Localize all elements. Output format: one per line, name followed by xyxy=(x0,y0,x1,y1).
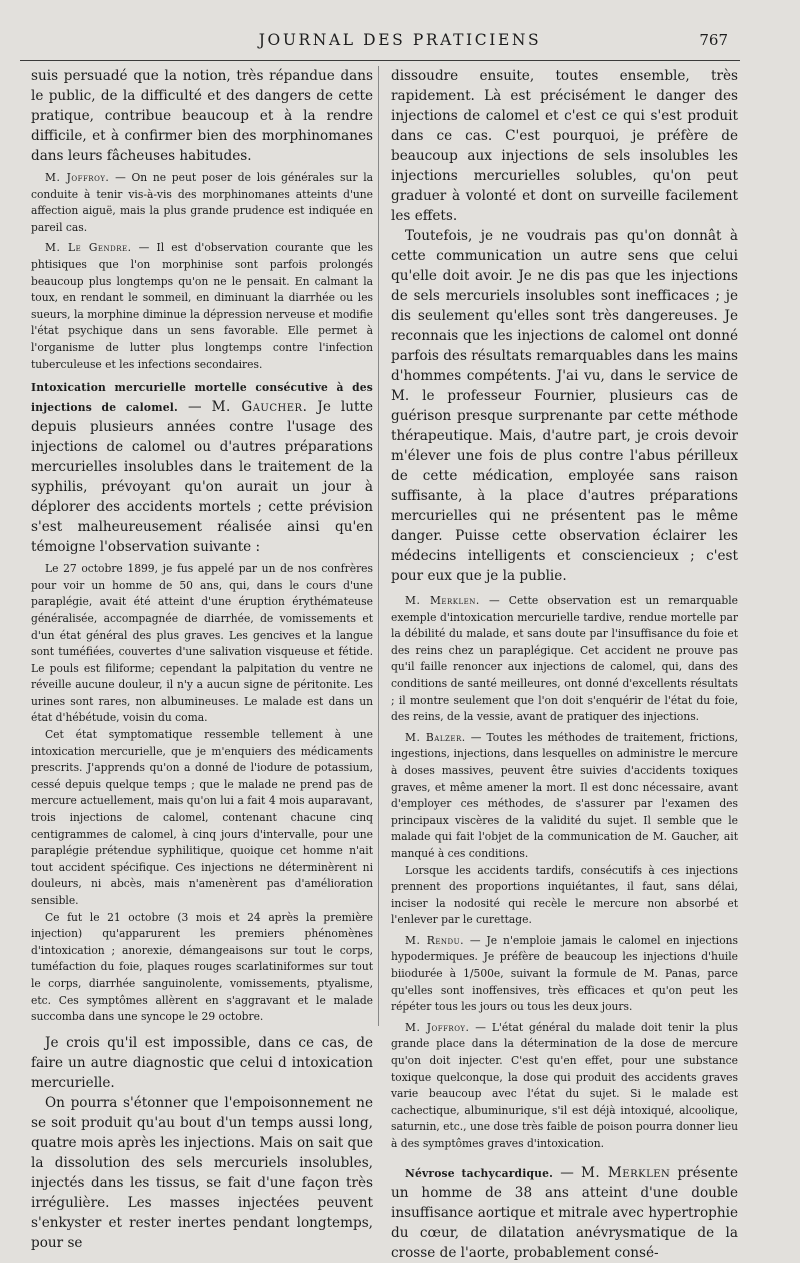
paragraph-late-accidents: Lorsque les accidents tardifs, consécutifs à ces injections prennent des proportions inquiétantes, il faut, sans délai, inciser la nodosité qui recèle le mercure non absorbé et l'enlever par le curettage. xyxy=(391,863,738,927)
section-nevrose-tachycardique: Névrose tachycardique. — M. Merklen présente un homme de 38 ans atteint d'une double insuffisance aortique et mitrale avec hypertrophie du cœur, de dilatation anévrysmatique de la crosse de l'aorte, probablement consé- xyxy=(391,1164,738,1261)
paragraph-merklen xyxy=(391,593,738,726)
right-column xyxy=(391,66,738,1263)
speaker-name: M. Rendu. xyxy=(405,933,464,947)
page-header xyxy=(20,31,780,53)
speaker-name: M. Merklen. xyxy=(405,594,480,607)
speaker-name: M. Joffroy. xyxy=(405,1020,470,1034)
paragraph-text: — On ne peut poser de lois générales sur la conduite à tenir vis-à-vis des morphinomanes atteints d'une affection aiguë, mais la plus grande prudence est indiquée en pareil cas. xyxy=(31,171,373,234)
paragraph-balzer xyxy=(391,730,738,863)
section-heading: Névrose tachycardique. xyxy=(405,1166,554,1180)
paragraph-text: — Cette observation est un remarquable exemple d'intoxication mercurielle tardive, rendue mortelle par la débilité du malade, et sans doute par l'insuffisance du foie et des reins chez un paraplégique. Cet accident ne prouve pas qu'il faille renoncer aux injections de calomel, qui, dans des conditions de santé meilleures, ont donné d'excellents résultats ; il montre seulement que l'on doit s'enquérir de l'état du foie, des reins, de la vessie, avant de pratiquer des injections. xyxy=(391,594,738,724)
page-number: 767 xyxy=(699,31,728,49)
paragraph-symptoms: Cet état symptomatique ressemble tellement à une intoxication mercurielle, que je m'enquiers des médicaments prescrits. J'apprends qu'on a donné de l'iodure de potassium, cessé depuis quelque temps ; que le malade ne prend pas de mercure actuellement, mais qu'on lui a fait 4 mois auparavant, trois injections de calomel, contenant chacune cinq centigrammes de calomel, à cinq jours d'intervalle, pour une paraplégie prétendue syphilitique, quoique cet homme n'ait tout accident spécifique. Ces injections ne déterminèrent ni douleurs, ni abcès, mais n'amenèrent pas d'amélioration sensible. xyxy=(31,728,373,907)
paragraph-text: — Je n'emploie jamais le calomel en injections hypodermiques. Je préfère de beaucoup les injections d'huile biiodurée à 1/500e, suivant la formule de M. Panas, parce qu'elles sont inoffensives, très efficaces et qu'on peut les répéter tous les jours ou tous les deux jours. xyxy=(391,933,738,1014)
paragraph-diagnosis: Je crois qu'il est impossible, dans ce cas, de faire un autre diagnostic que celui d intoxication mercurielle. xyxy=(31,1034,373,1091)
header-rule xyxy=(20,60,740,61)
paragraph-text: Je lutte depuis plusieurs années contre l'usage des injections de calomel ou d'autres préparations mercurielles insolubles dans le traitement de la syphilis, prévoyant qu'on aurait un jour à déplorer des accidents mortels ; cette prévision s'est malheureusement réalisée ainsi qu'en témoigne l'observation suivante : xyxy=(31,399,373,556)
paragraph-morphine-conclusion: suis persuadé que la notion, très répandue dans le public, de la difficulté et des dangers de cette pratique, contribue beaucoup et à la rendre difficile, et à confirmer bien des morphinomanes dans leurs fâcheuses habitudes. xyxy=(31,68,373,164)
paragraph-text: — Toutes les méthodes de traitement, frictions, ingestions, injections, dans lesquelles on administre le mercure à doses massives, peuvent être suivies d'accidents toxiques graves, et même amener la mort. Il est donc nécessaire, avant d'employer ces méthodes, de s'assurer par l'examen des principaux viscères de la validité du sujet. Il semble que le malade qui fait l'objet de la communication de M. Gaucher, ait manqué à ces conditions. xyxy=(391,730,738,860)
paragraph-toutefois: Toutefois, je ne voudrais pas qu'on donnât à cette communication un autre sens que celui qu'elle doit avoir. Je ne dis pas que les injections de sels mercuriels insolubles sont inefficaces ; je dis seulement qu'elles sont très dangereuses. Je reconnais que les injections de calomel ont donné parfois des résultats remarquables dans les mains d'hommes compétents. J'ai vu, dans le service de M. le professeur Fournier, plusieurs cas de guérison presque surprenante par cette méthode thérapeutique. Mais, d'autre part, je crois devoir m'élever une fois de plus contre l'abus périlleux de cette médication, employée sans raison suffisante, à la place d'autres préparations mercurielles qui ne présentent pas le même danger. Puisse cette observation éclairer les médecins intelligents et consciencieux ; c'est pour eux que je la publie. xyxy=(391,228,738,584)
speaker-name: M. Le Gendre. xyxy=(45,241,132,255)
section-heading: Intoxication mercurielle mortelle consécutive à des injections de calomel. xyxy=(31,381,373,415)
paragraph-text: — Il est d'observation courante que les phtisiques que l'on morphinise sont parfois prolongés beaucoup plus longtemps qu'on ne le pensait. En calmant la toux, en rendant le sommeil, en diminuant la diarrhée ou les sueurs, la morphine diminue la dépression nerveuse et modifie l'état psychique dans un sens favorable. Elle permet à l'organisme de lutter plus longtemps contre l'infection tuberculeuse et les infections secondaires. xyxy=(31,241,373,371)
section-calomel-intoxication: Intoxication mercurielle mortelle consécutive à des injections de calomel. — M. Gaucher. Je lutte depuis plusieurs années contre l'usage des injections de calomel ou d'autres préparations mercurielles insolubles dans le traitement de la syphilis, prévoyant qu'on aurait un jour à déplorer des accidents mortels ; cette prévision s'est malheureusement réalisée ainsi qu'en témoigne l'observation suivante : xyxy=(31,381,373,556)
paragraph-outcome: Ce fut le 21 octobre (3 mois et 24 après la première injection) qu'apparurent les premiers phénomènes d'intoxication ; anorexie, démangeaisons sur tout le corps, tuméfaction du foie, plaques rouges scarlatiniformes sur tout le corps, diarrhée sanguinolente, vomissements, ptyalisme, etc. Ces symptômes allèrent en s'aggravant et le malade succomba dans une syncope le 29 octobre. xyxy=(31,910,373,1024)
speaker-name: M. Gaucher. xyxy=(211,399,308,416)
paragraph-case-report: Le 27 octobre 1899, je fus appelé par un de nos confrères pour voir un homme de 50 ans, qui, dans le cours d'une paraplégie, avait été atteint d'une éruption érythémateuse généralisée, accompagnée de diarrhée, de vomissements et d'un état général des plus graves. Les gencives et la langue sont tuméfiées, couvertes d'une salivation visqueuse et fétide. Le pouls est filiforme; cependant la palpitation du ventre ne réveille aucune douleur, il n'y a aucun signe de péritonite. Les urines sont rares, non albumineuses. Le malade est dans un état d'hébétude, voisin du coma. xyxy=(31,562,373,725)
paragraph-joffroy xyxy=(31,170,373,236)
paragraph-text: présente un homme de 38 ans atteint d'une double insuffisance aortique et mitrale avec hypertrophie du cœur, de dilatation anévrysmatique de la crosse de l'aorte, probablement consé- xyxy=(391,1164,738,1261)
paragraph-rendu xyxy=(391,933,738,1016)
speaker-name: M. Joffroy. xyxy=(45,171,110,184)
speaker-name: M. Balzer. xyxy=(405,730,466,744)
paragraph-le-gendre xyxy=(31,240,373,373)
paragraph-joffroy-general-state xyxy=(391,1020,738,1153)
column-divider xyxy=(378,66,379,1026)
paragraph-text: — L'état général du malade doit tenir la plus grande place dans la détermination de la dose de mercure qu'on doit injecter. C'est qu'en effet, pour une substance toxique quelconque, la dose qui produit des accidents graves varie beaucoup avec l'état du sujet. Si le malade est cachectique, albuminurique, s'il est déjà intoxiqué, alcoolique, saturnin, etc., une dose très faible de poison pourra donner lieu à des symptômes graves d'intoxication. xyxy=(391,1020,738,1150)
running-title: JOURNAL DES PRATICIENS xyxy=(258,31,542,49)
paragraph-dissolution: dissoudre ensuite, toutes ensemble, très rapidement. Là est précisément le danger des injections de calomel et c'est ce qui s'est produit dans ce cas. C'est pourquoi, je préfère de beaucoup aux injections de sels insolubles les injections mercurielles solubles, qu'on peut graduer à volonté et dont on surveille facilement les effets. xyxy=(391,68,738,224)
speaker-name: M. Merklen xyxy=(580,1164,671,1181)
left-column xyxy=(31,66,373,1253)
paragraph-delayed-poisoning: On pourra s'étonner que l'empoisonnement ne se soit produit qu'au bout d'un temps aussi long, quatre mois après les injections. Mais on sait que la dissolution des sels mercuriels insolubles, injectés dans les tissus, se fait d'une façon très irrégulière. Les masses injectées peuvent s'enkyster et rester inertes pendant longtemps, pour se xyxy=(31,1094,373,1251)
